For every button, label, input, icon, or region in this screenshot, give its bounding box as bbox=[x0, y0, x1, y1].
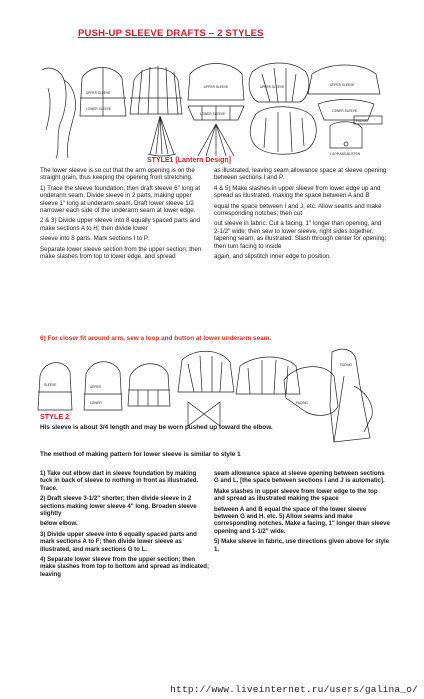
spread-upper-sleeve bbox=[249, 63, 309, 102]
page-title: PUSH-UP SLEEVE DRAFTS – 2 STYLES bbox=[78, 28, 264, 39]
style2-label-sleeve-1: SLEEVE bbox=[44, 383, 57, 387]
fan-spread-lower bbox=[198, 124, 234, 156]
label-lower-sleeve-2: LOWER SLEEVE bbox=[200, 112, 225, 116]
style2-intro: His sleeve is about 3/4 length and may be worn pushed up toward the elbow. bbox=[40, 424, 273, 431]
label-lower-sleeve-3: LOWER SLEEVE bbox=[332, 109, 357, 113]
style1-left-p1: The lower sleeve is so cut that the arm opening is on the straight grain, thus keeping the opening from stretching. bbox=[40, 167, 195, 182]
style1-right-p5: again, and slipstitch inner edge to position. bbox=[214, 253, 331, 261]
finished-sleeve bbox=[250, 107, 316, 155]
style2-right-p4: 5) Make sleeve in fabric, use directions given above for style 1. bbox=[214, 538, 390, 553]
style2-heading: STYLE 2 bbox=[40, 412, 70, 421]
style2-left-p1: 1) Take out elbow dart in sleeve foundation by making tuck in back of sleeve to nothing in front as illustrated. Trace. bbox=[40, 470, 199, 492]
style2-draft-3 bbox=[128, 364, 170, 406]
style1-left-p2: 1) Trace the sleeve foundation, then draft sleeve 6" long at underarm seam. Divide sleeve in 2 parts, making upper sleeve 1" long at underarm seam. Draft lower sleeve 1/2 narrower each side of the underarm seam at lower edge. bbox=[40, 184, 201, 215]
style1-figure bbox=[30, 58, 400, 158]
style1-right-p4: out sleeve in fabric. Cut a facing, 1" longer than opening, and 2-1/2" wide; then sew to lower sleeve, right sides together, tapering seam, as illustrated. Slash through center for opening; then turn facing to inside bbox=[214, 220, 387, 250]
style1-right-p1: as illustrated, leaving seam allowance space at sleeve opening between sections I and P. bbox=[214, 167, 387, 182]
style2-left-p4: 3) Divide upper sleeve into 6 equally spaced parts and mark sections A to F; then divide lower sleeve as illustrated, and mark sections G to L. bbox=[40, 530, 197, 553]
label-upper-sleeve-4: UPPER SLEEVE bbox=[330, 83, 355, 87]
style2-left-p2: 2) Draft sleeve 3-1/2" shorter; then divide sleeve in 2 sections making lower sleeve 4" long. Broaden sleeve slightly bbox=[40, 495, 197, 518]
style2-left-p3: below elbow. bbox=[40, 520, 78, 528]
spread-lower-sleeve bbox=[308, 65, 380, 94]
style1-heading: STYLE1 [Lantern Design] bbox=[147, 157, 232, 164]
style1-left-p4: sleeve into 8 parts. Mark sections I to P. bbox=[40, 235, 149, 243]
style1-left-p5: Separate lower sleeve section from the upper section; then make slashes from top to lower edge, and spread bbox=[40, 245, 202, 261]
style2-spread-upper bbox=[178, 351, 234, 392]
style2-lower-spread bbox=[236, 357, 300, 394]
label-lower-sleeve-1: LOWER SLEEVE bbox=[86, 107, 111, 111]
style1-left-p3: 2 & 3) Divide upper sleeve into 8 equally spaced parts and make sections A to H; then divide lower bbox=[40, 217, 200, 232]
label-upper-sleeve-1: UPPER SLEEVE bbox=[86, 91, 111, 95]
style2-right-p2: Make slashes in upper sleeve from lower edge to the top and spread as illustrated making the space bbox=[214, 487, 378, 503]
style1-right-p3: equal the space between I and J, etc. Allow seams and make corresponding notches; then cut bbox=[214, 202, 382, 218]
style2-left-p5: 4) Separate lower sleeve from the upper section; then make slashes from top to bottom and spread as indicated; leaving bbox=[40, 556, 209, 578]
label-loop-button: LOOP AND BUTTON bbox=[330, 152, 361, 156]
style2-right-p3: between A and B equal the space of the lower sleeve between G and H. etc. 5) Allow seams and make corresponding notches. Make a facing, 1" longer than sleeve opening and 1-1/2" wide. bbox=[214, 505, 390, 535]
fan-spread-upper bbox=[150, 116, 174, 154]
style1-left-column bbox=[40, 167, 208, 263]
style2-bow-spread bbox=[188, 402, 220, 426]
label-upper-sleeve-2: UPPER SLEEVE bbox=[204, 85, 229, 89]
style2-right-column bbox=[214, 470, 390, 556]
style1-right-p2: 4 & 5) Make slashes in upper sleeve from lower edge up and spread as illustrated, making the space between A and B bbox=[214, 184, 381, 200]
sleeve-draft-3 bbox=[188, 64, 244, 101]
style2-label-facing-2: FACING bbox=[340, 363, 352, 367]
label-upper-sleeve-3: UPPER SLEEVE bbox=[260, 85, 285, 89]
style1-right-column bbox=[214, 167, 388, 263]
style2-right-p1: seam allowance space at sleeve opening between sections G and L. [the space between sections I and J is automatic]. bbox=[214, 470, 385, 485]
style2-label-lower: LOWER bbox=[90, 401, 102, 405]
style1-note: 6) For closer fit around arm, sew a loop and button at lower underarm seam. bbox=[40, 335, 272, 342]
style2-label-upper: UPPER bbox=[90, 385, 101, 389]
loop-button-detail bbox=[330, 122, 362, 148]
label-facing: FACING bbox=[356, 119, 368, 123]
style2-label-facing: FACING bbox=[296, 401, 308, 405]
style2-left-column bbox=[40, 470, 210, 581]
arm-illustration bbox=[42, 68, 66, 158]
footer-url: http://www.liveinternet.ru/users/galina_o/ bbox=[170, 684, 418, 695]
style2-method: The method of making pattern for lower sleeve is similar to style 1 bbox=[40, 451, 241, 458]
